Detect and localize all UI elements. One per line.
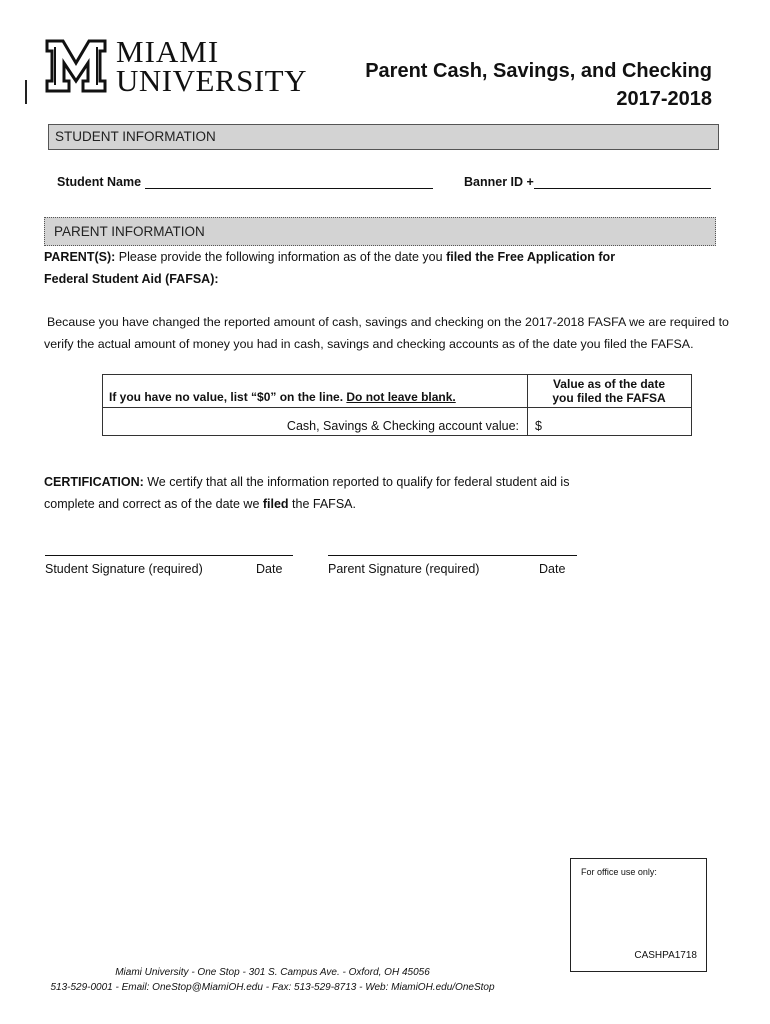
form-code: CASHPA1718 — [634, 950, 697, 961]
parent-intro-bold-2: Federal Student Aid (FAFSA): — [44, 272, 219, 286]
banner-id-label: Banner ID + — [464, 175, 534, 189]
parent-signature-label: Parent Signature (required) — [328, 562, 480, 576]
table-column-header — [527, 377, 691, 405]
footer-address: Miami University - One Stop - 301 S. Campus Ave. - Oxford, OH 45056 — [115, 967, 430, 978]
text-cursor-bar — [25, 80, 27, 104]
student-info-heading: STUDENT INFORMATION — [48, 124, 719, 150]
form-title-year: 2017-2018 — [616, 88, 712, 110]
form-title-line-1: Parent Cash, Savings, and Checking — [365, 60, 712, 82]
table-divider-h — [103, 407, 691, 408]
banner-id-field[interactable] — [534, 174, 711, 189]
certification-text-2-bold: filed — [262, 497, 289, 511]
miami-m-logo — [45, 37, 107, 95]
parent-intro-text: Please provide the following information as of the date you — [115, 250, 447, 264]
table-instruction — [109, 390, 456, 404]
parent-date-label: Date — [539, 562, 566, 576]
parent-signature-line[interactable] — [328, 555, 577, 556]
form-title — [365, 57, 712, 113]
student-date-label: Date — [256, 562, 283, 576]
certification-text-1: We certify that all the information reported to qualify for federal student aid is — [143, 475, 570, 489]
certification-text-2-pre: complete and correct as of the date we — [44, 497, 263, 511]
table-column-header-1: Value as of the date — [552, 377, 666, 391]
logo-wordmark — [116, 36, 307, 96]
office-use-label: For office use only: — [581, 867, 657, 877]
certification-text-2-post: the FAFSA. — [288, 497, 356, 511]
student-signature-line[interactable] — [45, 555, 293, 556]
certification-lead: CERTIFICATION: — [44, 475, 144, 489]
table-instruction-pre: If you have no value, list “$0” on the line. — [109, 390, 347, 404]
parent-intro-bold: filed the Free Application for — [446, 250, 616, 264]
footer-contact: 513-529-0001 - Email: OneStop@MiamiOH.edu - Fax: 513-529-8713 - Web: MiamiOH.edu/OneStop — [50, 982, 495, 993]
office-use-box — [570, 858, 707, 972]
certification-text — [44, 471, 684, 515]
student-signature-label: Student Signature (required) — [45, 562, 203, 576]
logo-line-2: UNIVERSITY — [116, 63, 307, 98]
parent-intro-lead: PARENT(S): — [44, 250, 116, 264]
value-input[interactable]: $ — [535, 419, 542, 433]
parent-info-heading: PARENT INFORMATION — [44, 217, 716, 246]
value-table — [102, 374, 692, 436]
student-name-field[interactable] — [145, 174, 433, 189]
table-row-label: Cash, Savings & Checking account value: — [286, 419, 519, 433]
logo-line-1: MIAMI — [116, 34, 220, 69]
table-instruction-underlined: Do not leave blank. — [346, 390, 456, 404]
table-column-header-2: you filed the FAFSA — [552, 391, 666, 405]
parent-intro — [44, 246, 724, 290]
because-paragraph: Because you have changed the reported amount of cash, savings and checking on the 2017-2018 FASFA we are required to verify the actual amount of money you had in cash, savings and checking accounts as of the date you filed the FAFSA. — [44, 315, 729, 351]
student-name-label: Student Name — [57, 175, 142, 189]
